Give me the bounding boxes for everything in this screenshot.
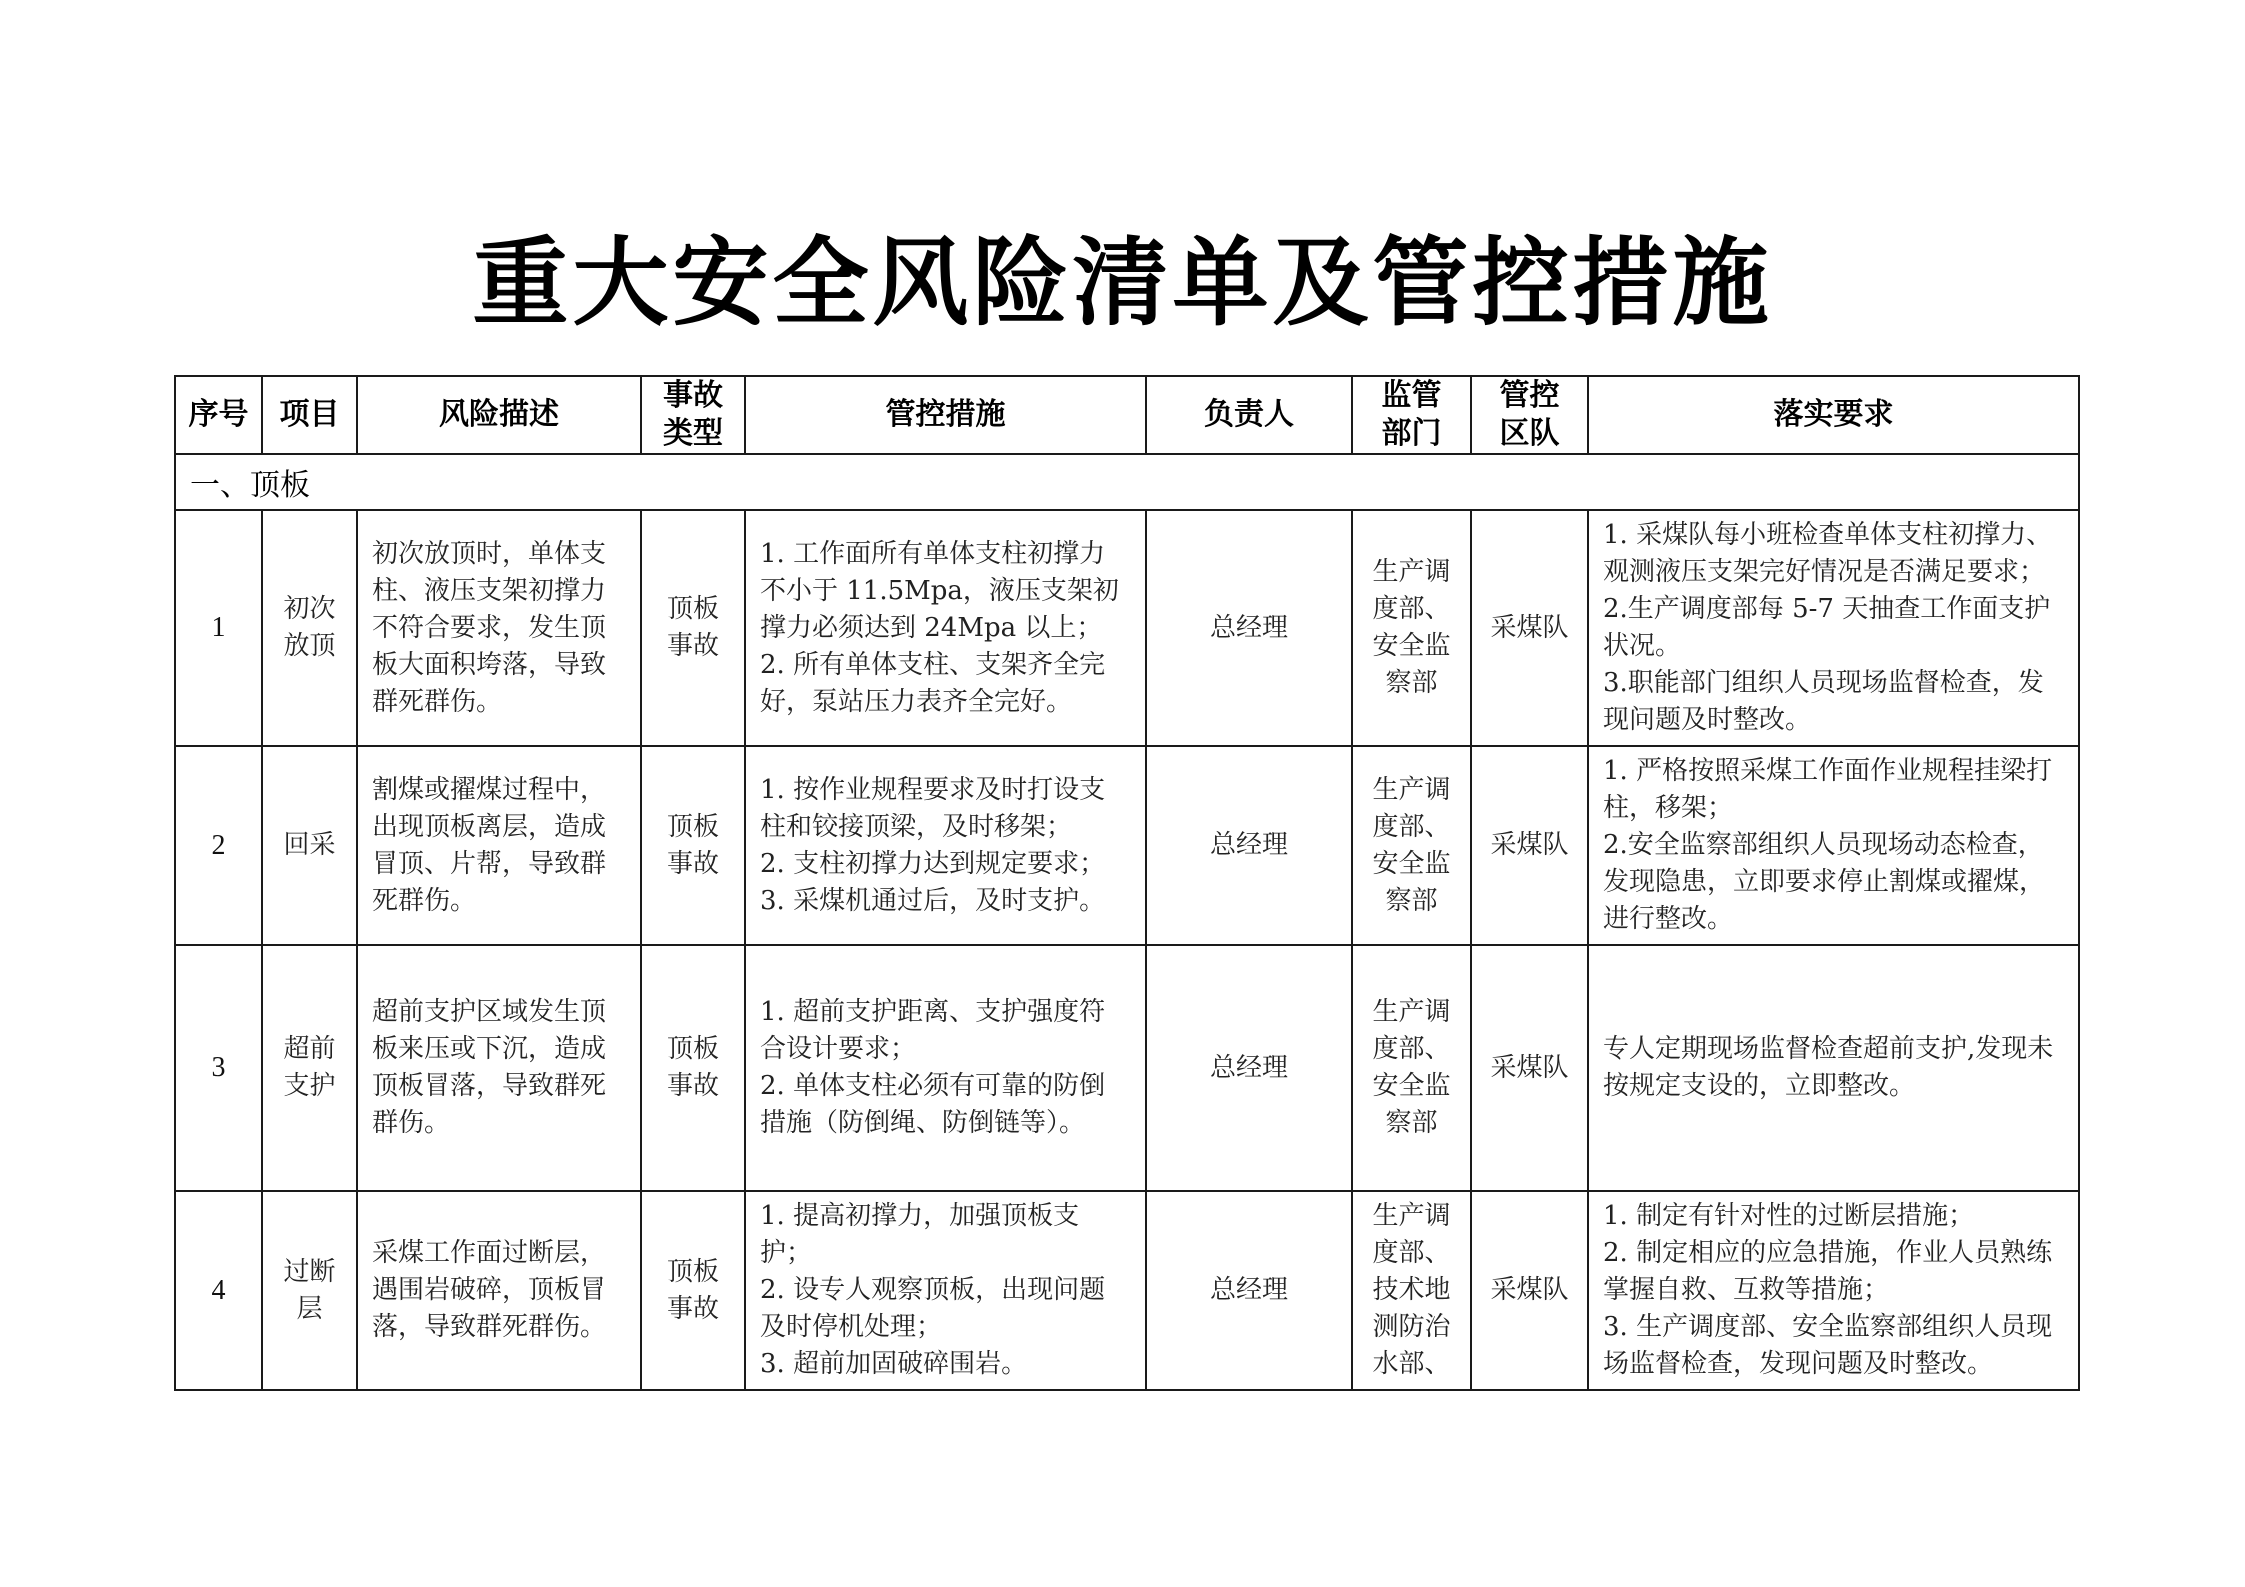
item-line: 超前 bbox=[283, 1034, 336, 1064]
row-number: 3 bbox=[175, 945, 262, 1191]
dept-line: 察部 bbox=[1385, 885, 1438, 916]
header-accident-type: 事故 类型 bbox=[641, 376, 745, 454]
dept-line: 生产调 bbox=[1372, 774, 1451, 805]
dept-line: 度部、 bbox=[1372, 594, 1451, 624]
requirement-line: 2.生产调度部每 5-7 天抽查工作面支护状况。 bbox=[1603, 594, 2051, 661]
row-risk-description bbox=[357, 746, 641, 945]
measure-line: 1. 超前支护距离、支护强度符合设计要求； bbox=[760, 997, 1106, 1064]
measure-line: 1. 提高初撑力，加强顶板支护； bbox=[760, 1201, 1080, 1268]
header-team: 管控 区队 bbox=[1471, 376, 1588, 454]
row-requirements bbox=[1588, 746, 2079, 945]
document-title: 重大安全风险清单及管控措施 bbox=[472, 227, 1773, 339]
header-item: 项目 bbox=[262, 376, 357, 454]
measure-line: 2. 支柱初撑力达到规定要求； bbox=[760, 848, 1106, 879]
requirement-line: 2. 制定相应的应急措施，作业人员熟练掌握自救、互救等措施； bbox=[1603, 1238, 2053, 1305]
accident-type-line: 顶板 bbox=[666, 811, 719, 842]
row-number: 2 bbox=[175, 746, 262, 945]
requirement-line: 2.安全监察部组织人员现场动态检查，发现隐患，立即要求停止割煤或擢煤，进行整改。 bbox=[1603, 830, 2046, 934]
risk-text: 割煤或擢煤过程中，出现顶板离层，造成冒顶、片帮，导致群死群伤。 bbox=[372, 774, 607, 916]
header-dept: 监管 部门 bbox=[1352, 376, 1471, 454]
dept-line: 生产调 bbox=[1372, 557, 1451, 587]
accident-type-line: 顶板 bbox=[666, 594, 719, 624]
accident-type-line: 顶板 bbox=[666, 1034, 719, 1064]
item-line: 过断 bbox=[283, 1256, 336, 1287]
row-supervising-dept bbox=[1352, 510, 1471, 746]
risk-text: 初次放顶时，单体支柱、液压支架初撑力不符合要求，发生顶板大面积垮落，导致群死群伤。 bbox=[372, 538, 607, 717]
measure-line: 2. 设专人观察顶板，出现问题及时停机处理； bbox=[760, 1275, 1106, 1342]
row-accident-type bbox=[641, 945, 745, 1191]
dept-line: 测防治 bbox=[1372, 1312, 1451, 1342]
dept-line: 度部、 bbox=[1372, 1034, 1451, 1064]
header-measures: 管控措施 bbox=[745, 376, 1146, 454]
header-owner: 负责人 bbox=[1146, 376, 1352, 454]
row-measures bbox=[745, 746, 1146, 945]
row-risk-description bbox=[357, 945, 641, 1191]
row-control-team: 采煤队 bbox=[1471, 1191, 1588, 1390]
measure-line: 1. 工作面所有单体支柱初撑力不小于 11.5Mpa，液压支架初撑力必须达到 24Mpa 以上； bbox=[760, 538, 1119, 643]
item-line: 回采 bbox=[283, 830, 336, 860]
requirement-line: 1. 制定有针对性的过断层措施； bbox=[1603, 1201, 1975, 1231]
item-line: 初次 bbox=[283, 594, 336, 624]
row-measures bbox=[745, 945, 1146, 1191]
risk-text: 采煤工作面过断层，遇围岩破碎，顶板冒落，导致群死群伤。 bbox=[372, 1238, 607, 1342]
accident-type-line: 事故 bbox=[666, 1071, 719, 1101]
requirement-line: 1. 严格按照采煤工作面作业规程挂梁打柱，移架； bbox=[1603, 756, 2053, 823]
dept-line: 度部、 bbox=[1372, 811, 1451, 842]
accident-type-line: 事故 bbox=[666, 631, 719, 661]
risk-table bbox=[174, 375, 2080, 1391]
row-item bbox=[262, 1191, 357, 1390]
dept-line: 察部 bbox=[1385, 668, 1438, 698]
row-measures bbox=[745, 1191, 1146, 1390]
dept-line: 察部 bbox=[1385, 1108, 1438, 1138]
row-supervising-dept bbox=[1352, 1191, 1471, 1390]
header-requirements: 落实要求 bbox=[1588, 376, 2079, 454]
row-requirements bbox=[1588, 945, 2079, 1191]
measure-line: 2. 所有单体支柱、支架齐全完好，泵站压力表齐全完好。 bbox=[760, 649, 1106, 717]
dept-line: 安全监 bbox=[1372, 848, 1451, 879]
header-no: 序号 bbox=[175, 376, 262, 454]
row-requirements bbox=[1588, 510, 2079, 746]
requirement-line: 1. 采煤队每小班检查单体支柱初撑力、观测液压支架完好情况是否满足要求； bbox=[1603, 520, 2053, 587]
section-row bbox=[175, 454, 2079, 510]
row-accident-type bbox=[641, 510, 745, 746]
table-row bbox=[175, 510, 2079, 746]
measure-line: 1. 按作业规程要求及时打设支柱和铰接顶梁，及时移架； bbox=[760, 774, 1106, 842]
header-row bbox=[175, 376, 2079, 454]
row-owner: 总经理 bbox=[1146, 945, 1352, 1191]
row-control-team: 采煤队 bbox=[1471, 945, 1588, 1191]
dept-line: 技术地 bbox=[1372, 1275, 1451, 1305]
requirement-line: 专人定期现场监督检查超前支护,发现未按规定支设的，立即整改。 bbox=[1603, 1034, 2054, 1101]
dept-line: 安全监 bbox=[1372, 1071, 1451, 1101]
table-row bbox=[175, 1191, 2079, 1390]
accident-type-line: 事故 bbox=[666, 848, 719, 879]
row-owner: 总经理 bbox=[1146, 746, 1352, 945]
row-control-team: 采煤队 bbox=[1471, 746, 1588, 945]
row-item bbox=[262, 510, 357, 746]
item-line: 放顶 bbox=[283, 631, 336, 661]
accident-type-line: 顶板 bbox=[666, 1256, 719, 1287]
section-title: 一、顶板 bbox=[175, 454, 2079, 510]
row-item bbox=[262, 945, 357, 1191]
item-line: 支护 bbox=[283, 1071, 336, 1101]
requirement-line: 3.职能部门组织人员现场监督检查，发现问题及时整改。 bbox=[1603, 668, 2044, 735]
item-line: 层 bbox=[296, 1293, 323, 1324]
measure-line: 3. 采煤机通过后，及时支护。 bbox=[760, 885, 1106, 916]
row-number: 1 bbox=[175, 510, 262, 746]
dept-line: 生产调 bbox=[1372, 1201, 1451, 1231]
row-number: 4 bbox=[175, 1191, 262, 1390]
row-owner: 总经理 bbox=[1146, 510, 1352, 746]
measure-line: 3. 超前加固破碎围岩。 bbox=[760, 1349, 1028, 1379]
row-control-team: 采煤队 bbox=[1471, 510, 1588, 746]
row-accident-type bbox=[641, 1191, 745, 1390]
row-accident-type bbox=[641, 746, 745, 945]
row-supervising-dept bbox=[1352, 746, 1471, 945]
table-row bbox=[175, 746, 2079, 945]
table-row bbox=[175, 945, 2079, 1191]
requirement-line: 3. 生产调度部、安全监察部组织人员现场监督检查，发现问题及时整改。 bbox=[1603, 1312, 2053, 1379]
header-risk: 风险描述 bbox=[357, 376, 641, 454]
row-requirements bbox=[1588, 1191, 2079, 1390]
measure-line: 2. 单体支柱必须有可靠的防倒措施（防倒绳、防倒链等）。 bbox=[760, 1071, 1106, 1138]
accident-type-line: 事故 bbox=[666, 1293, 719, 1324]
row-risk-description bbox=[357, 1191, 641, 1390]
row-owner: 总经理 bbox=[1146, 1191, 1352, 1390]
row-supervising-dept bbox=[1352, 945, 1471, 1191]
dept-line: 水部、 bbox=[1372, 1349, 1451, 1379]
dept-line: 安全监 bbox=[1372, 631, 1451, 661]
dept-line: 度部、 bbox=[1372, 1238, 1451, 1268]
dept-line: 生产调 bbox=[1372, 997, 1451, 1027]
row-measures bbox=[745, 510, 1146, 746]
row-item bbox=[262, 746, 357, 945]
risk-text: 超前支护区域发生顶板来压或下沉，造成顶板冒落，导致群死群伤。 bbox=[372, 997, 607, 1138]
row-risk-description bbox=[357, 510, 641, 746]
